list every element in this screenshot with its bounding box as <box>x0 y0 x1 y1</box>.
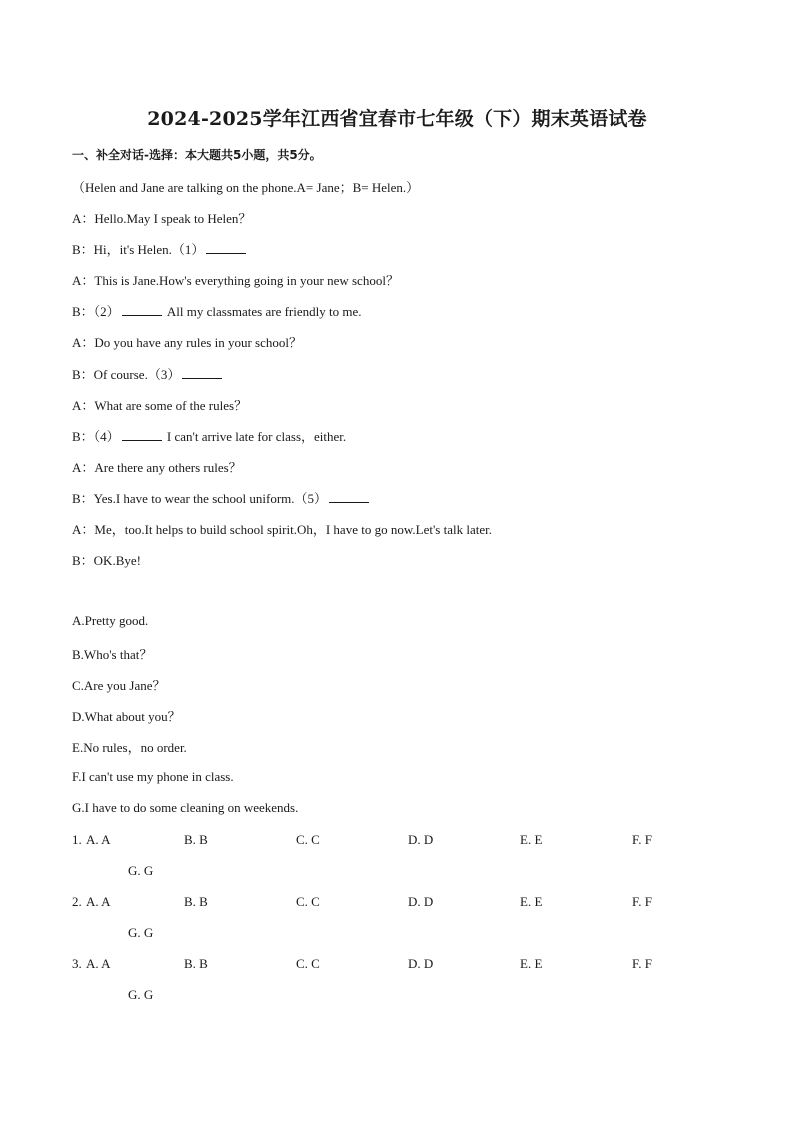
dialogue-line <box>72 208 251 227</box>
answer-option[interactable]: E. E <box>520 956 543 971</box>
answer-option[interactable]: F. F <box>632 894 652 909</box>
page-title: 2024-2025学年江西省宜春市七年级（下）期末英语试卷 <box>147 108 647 130</box>
choice-item: E.No rules，no order. <box>72 740 187 756</box>
answer-option[interactable]: E. E <box>520 832 543 847</box>
dialogue-intro: （Helen and Jane are talking on the phone.A= Jane；B= Helen.） <box>72 180 420 195</box>
dialogue-text: B：Hi，it's Helen.（1） <box>72 242 205 258</box>
dialogue-line <box>72 395 247 414</box>
dialogue-line <box>72 364 224 383</box>
dialogue-text: A：Are there any others rules？ <box>72 459 242 475</box>
answer-blank[interactable] <box>122 305 162 316</box>
choice-item: D.What about you？ <box>72 709 181 725</box>
answer-option[interactable]: G. G <box>128 987 154 1002</box>
answer-option[interactable]: C. C <box>296 832 320 847</box>
question-number: 3. <box>72 956 82 971</box>
answer-option[interactable]: A. A <box>86 956 111 971</box>
question-number: 1. <box>72 832 82 847</box>
dialogue-line <box>72 332 302 351</box>
choice-item: G.I have to do some cleaning on weekends. <box>72 799 299 815</box>
answer-blank[interactable] <box>206 243 246 254</box>
dialogue-text: B：Of course.（3） <box>72 366 181 382</box>
answer-option[interactable]: G. G <box>128 925 154 940</box>
choice-item: B.Who's that？ <box>72 647 153 663</box>
dialogue-text: B：（2） <box>72 304 120 320</box>
answer-option[interactable]: G. G <box>128 863 154 878</box>
dialogue-text: A：Do you have any rules in your school？ <box>72 335 302 351</box>
answer-option[interactable]: A. A <box>86 894 111 909</box>
answer-option[interactable]: D. D <box>408 832 434 847</box>
dialogue-line <box>72 239 248 258</box>
answer-option[interactable]: C. C <box>296 894 320 909</box>
question-number: 2. <box>72 894 82 909</box>
answer-option[interactable]: F. F <box>632 832 652 847</box>
answer-option[interactable]: D. D <box>408 894 434 909</box>
dialogue-text: A：This is Jane.How's everything going in your new school？ <box>72 273 399 289</box>
dialogue-text: B：Yes.I have to wear the school uniform.（5） <box>72 490 328 506</box>
answer-blank[interactable] <box>329 492 369 503</box>
answer-option[interactable]: B. B <box>184 956 208 971</box>
dialogue-text: B：OK.Bye! <box>72 553 141 569</box>
answer-blank[interactable] <box>182 368 222 379</box>
dialogue-text: I can't arrive late for class，either. <box>163 428 347 444</box>
answer-option[interactable]: C. C <box>296 956 320 971</box>
dialogue-text: All my classmates are friendly to me. <box>163 304 362 320</box>
dialogue-line <box>72 426 346 445</box>
choice-item: C.Are you Jane？ <box>72 678 166 694</box>
dialogue-line <box>72 270 399 289</box>
answer-option[interactable]: A. A <box>86 832 111 847</box>
dialogue-line <box>72 457 242 476</box>
choice-item: F.I can't use my phone in class. <box>72 768 234 784</box>
dialogue-line <box>72 301 362 320</box>
dialogue-text: A：What are some of the rules？ <box>72 397 248 413</box>
answer-blank[interactable] <box>122 430 162 441</box>
dialogue-line <box>72 488 371 507</box>
answer-option[interactable]: D. D <box>408 956 434 971</box>
dialogue-text: B：（4） <box>72 428 120 444</box>
section-heading: 一、补全对话-选择：本大题共5小题，共5分。 <box>72 148 322 162</box>
dialogue-text: A：Me，too.It helps to build school spirit.Oh，I have to go now.Let's talk later. <box>72 522 492 537</box>
answer-option[interactable]: B. B <box>184 832 208 847</box>
dialogue-line <box>72 550 141 569</box>
answer-option[interactable]: B. B <box>184 894 208 909</box>
dialogue-text: A：Hello.May I speak to Helen？ <box>72 211 252 226</box>
answer-option[interactable]: E. E <box>520 894 543 909</box>
dialogue-line <box>72 519 492 538</box>
choice-item: A.Pretty good. <box>72 613 149 628</box>
answer-option[interactable]: F. F <box>632 956 652 971</box>
